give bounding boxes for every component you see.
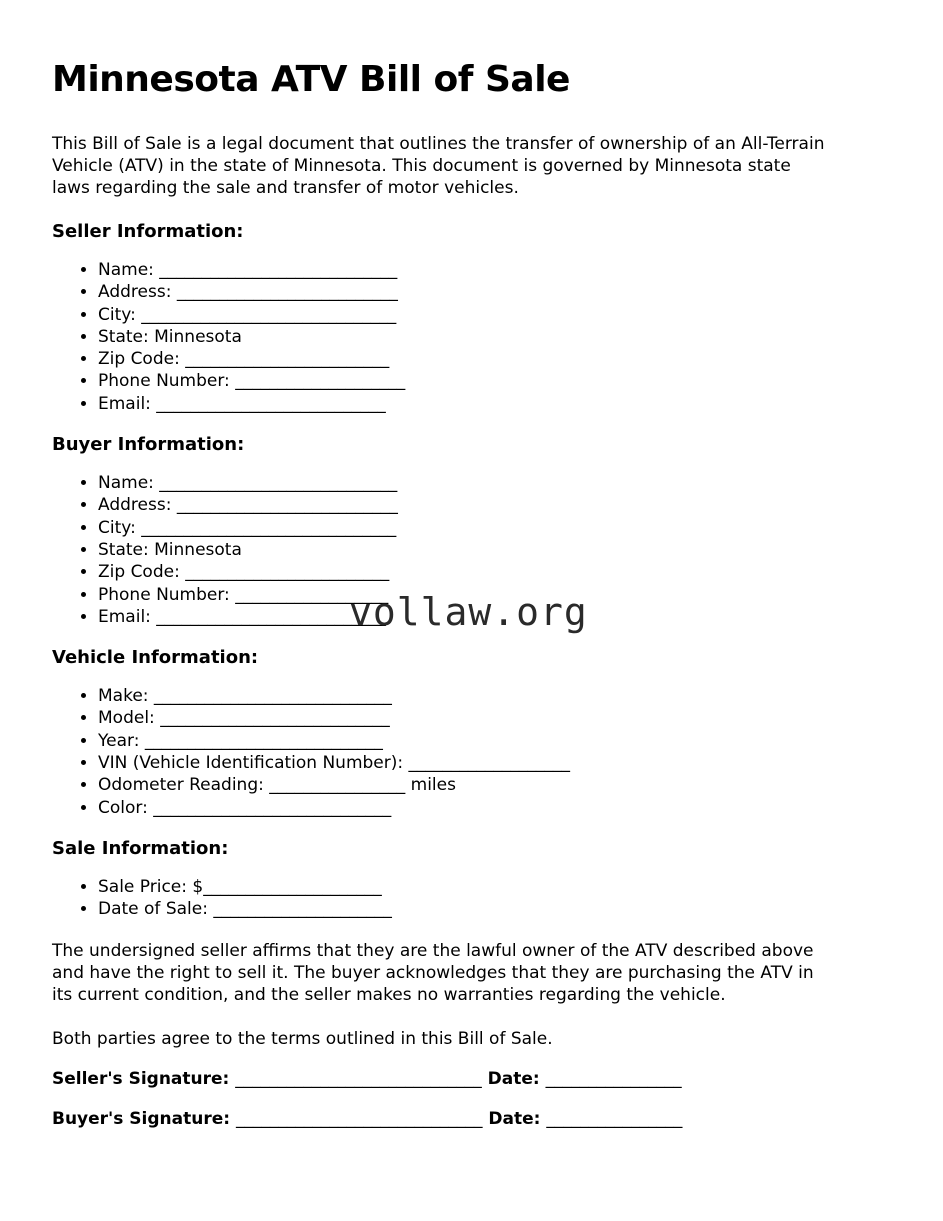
seller-date-label: Date: [481, 1068, 546, 1089]
field-vehicle-color [98, 797, 888, 819]
blank-line: ________________ [269, 775, 406, 796]
blank-line: ____________________________ [153, 686, 392, 707]
buyer-fields-list [52, 472, 888, 628]
field-label: Name: [98, 260, 160, 280]
field-label: City: [98, 517, 142, 538]
blank-line: ___________________________ [160, 708, 390, 729]
blank-line: ____________________________ [159, 260, 398, 280]
blank-line: ______________________________ [141, 304, 397, 325]
section-buyer-information [52, 434, 888, 628]
sale-information-heading: Sale Information: [52, 837, 229, 859]
field-seller-state [98, 326, 888, 348]
field-label: Phone Number: [98, 584, 236, 605]
field-label: Model: [98, 708, 161, 729]
field-label: Address: [98, 495, 177, 516]
section-sale-information [52, 838, 888, 921]
field-seller-zip [98, 348, 888, 370]
buyer-signature-label: Buyer's Signature: [52, 1108, 236, 1129]
blank-line: ____________________________ [153, 797, 392, 818]
field-vehicle-model [98, 707, 888, 729]
field-seller-phone [98, 370, 888, 392]
blank-line: ______________________________ [141, 517, 397, 538]
vehicle-information-heading: Vehicle Information: [52, 647, 259, 669]
vehicle-fields-list [52, 685, 888, 819]
field-buyer-address [98, 494, 888, 516]
intro-line: Vehicle (ATV) in the state of Minnesota. This document is governed by Minnesota state [52, 156, 791, 176]
field-vehicle-odometer [98, 774, 888, 796]
blank-line: ____________________ [235, 371, 406, 392]
buyer-information-heading: Buyer Information: [52, 434, 245, 456]
blank-line: __________________________ [176, 495, 398, 516]
blank-line: _____________________ [203, 876, 382, 897]
field-label: Odometer Reading: [98, 775, 270, 796]
blank-line: ________________________ [185, 349, 390, 370]
blank-line: _____________________ [213, 899, 392, 920]
affirmation-line: and have the right to sell it. The buyer acknowledges that they are purchasing the ATV in [52, 962, 814, 983]
field-label: Name: [98, 473, 160, 494]
field-label: Email: [98, 393, 157, 414]
field-label: VIN (Vehicle Identification Number): [98, 753, 409, 774]
field-label: Address: [98, 282, 177, 303]
field-seller-name [98, 259, 888, 281]
field-buyer-phone [98, 584, 888, 606]
agreement-statement: Both parties agree to the terms outlined in this Bill of Sale. [52, 1028, 553, 1049]
section-seller-information [52, 221, 888, 415]
field-date-of-sale [98, 898, 888, 920]
blank-line: ___________________ [408, 753, 571, 774]
field-label: Zip Code: [98, 562, 186, 583]
field-sale-price [98, 876, 888, 898]
watermark: vollaw.org [349, 590, 588, 634]
field-vehicle-year [98, 730, 888, 752]
field-seller-email [98, 393, 888, 415]
blank-line: ____________________________ [144, 730, 383, 751]
field-buyer-state [98, 539, 888, 561]
field-seller-address [98, 281, 888, 303]
field-label: Phone Number: [98, 371, 236, 392]
field-vehicle-make [98, 685, 888, 707]
affirmation-line: The undersigned seller affirms that they are the lawful owner of the ATV described above [52, 940, 814, 961]
affirmation-paragraph [52, 940, 888, 1006]
buyer-signature-row [52, 1108, 888, 1130]
field-label: Sale Price: $ [98, 876, 204, 897]
blank-line: ____________________________ [159, 473, 398, 494]
field-label: State: Minnesota [98, 539, 242, 560]
field-label: Date of Sale: [98, 899, 214, 920]
intro-paragraph [52, 133, 888, 199]
seller-information-heading: Seller Information: [52, 221, 244, 242]
seller-fields-list [52, 259, 888, 415]
page-title: Minnesota ATV Bill of Sale [52, 59, 570, 100]
field-buyer-name [98, 472, 888, 494]
blank-line: __________________________ [176, 282, 398, 303]
field-label: Email: [98, 606, 157, 627]
sale-fields-list [52, 876, 888, 921]
seller-date-line: ________________ [545, 1068, 682, 1089]
affirmation-line: its current condition, and the seller makes no warranties regarding the vehicle. [52, 984, 726, 1005]
field-label: City: [98, 304, 142, 325]
field-label: Year: [98, 730, 145, 751]
intro-line: This Bill of Sale is a legal document that outlines the transfer of ownership of an All-Terrain [52, 134, 825, 154]
seller-signature-row [52, 1068, 888, 1090]
blank-line: ___________________________ [156, 606, 386, 627]
field-label: State: Minnesota [98, 326, 242, 347]
blank-line: ________________________ [185, 562, 390, 583]
field-suffix: miles [405, 775, 456, 796]
buyer-date-label: Date: [482, 1108, 547, 1129]
field-label: Zip Code: [98, 349, 186, 370]
field-vehicle-vin [98, 752, 888, 774]
seller-signature-label: Seller's Signature: [52, 1068, 236, 1089]
field-seller-city [98, 304, 888, 326]
field-label: Make: [98, 686, 154, 707]
blank-line: ___________________________ [156, 393, 386, 414]
seller-signature-line: _____________________________ [235, 1068, 482, 1089]
field-label: Color: [98, 797, 154, 818]
buyer-signature-line: _____________________________ [235, 1108, 483, 1129]
field-buyer-zip [98, 561, 888, 583]
blank-line: __________________ [235, 584, 389, 605]
section-vehicle-information [52, 647, 888, 819]
field-buyer-email [98, 606, 888, 628]
field-buyer-city [98, 517, 888, 539]
buyer-date-line: ________________ [546, 1108, 683, 1129]
intro-line: laws regarding the sale and transfer of motor vehicles. [52, 178, 519, 198]
